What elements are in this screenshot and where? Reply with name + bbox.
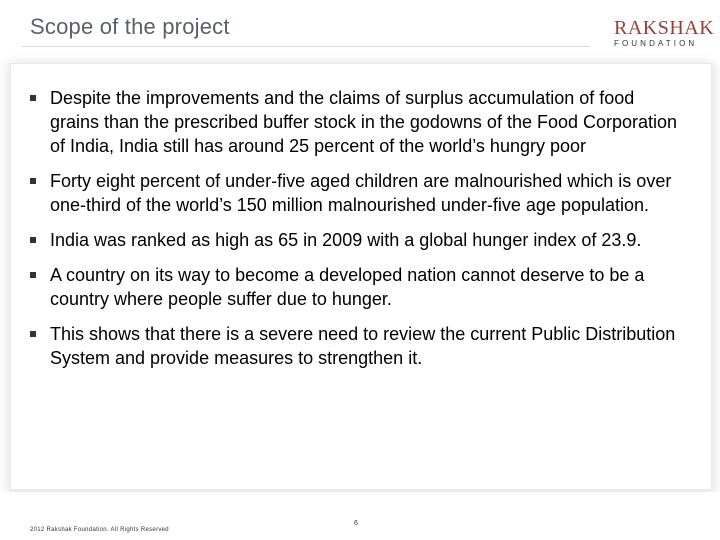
bullet-list (28, 86, 688, 381)
square-bullet-icon (30, 237, 36, 243)
logo-subtitle: FOUNDATION (614, 39, 698, 48)
bullet-item (28, 228, 688, 252)
bullet-text: India was ranked as high as 65 in 2009 with a global hunger index of 23.9. (50, 230, 642, 250)
bullet-item (28, 169, 688, 217)
bullet-item (28, 86, 688, 158)
bullet-item (28, 322, 688, 370)
bullet-item (28, 263, 688, 311)
bullet-text: Forty eight percent of under-five aged children are malnourished which is over one-third of the world’s 150 million malnourished under-five age population. (50, 171, 672, 215)
bullet-text: Despite the improvements and the claims of surplus accumulation of food grains than the prescribed buffer stock in the godowns of the Food Corporation of India, India still has around 25 percent of the world’s hungry poor (50, 88, 678, 156)
page-number: 6 (354, 520, 358, 527)
square-bullet-icon (30, 331, 36, 337)
square-bullet-icon (30, 95, 36, 101)
rakshak-foundation-logo (614, 17, 715, 48)
copyright-notice: 2012 Rakshak Foundation. All Rights Reserved (30, 527, 169, 533)
logo-wordmark: RAKSHAK (614, 17, 715, 39)
square-bullet-icon (30, 272, 36, 278)
slide-title: Scope of the project (30, 14, 230, 39)
square-bullet-icon (30, 178, 36, 184)
bullet-text: This shows that there is a severe need to review the current Public Distribution System and provide measures to strengthen it. (50, 324, 676, 368)
bullet-text: A country on its way to become a developed nation cannot deserve to be a country where people suffer due to hunger. (50, 265, 645, 309)
title-divider (22, 46, 590, 47)
